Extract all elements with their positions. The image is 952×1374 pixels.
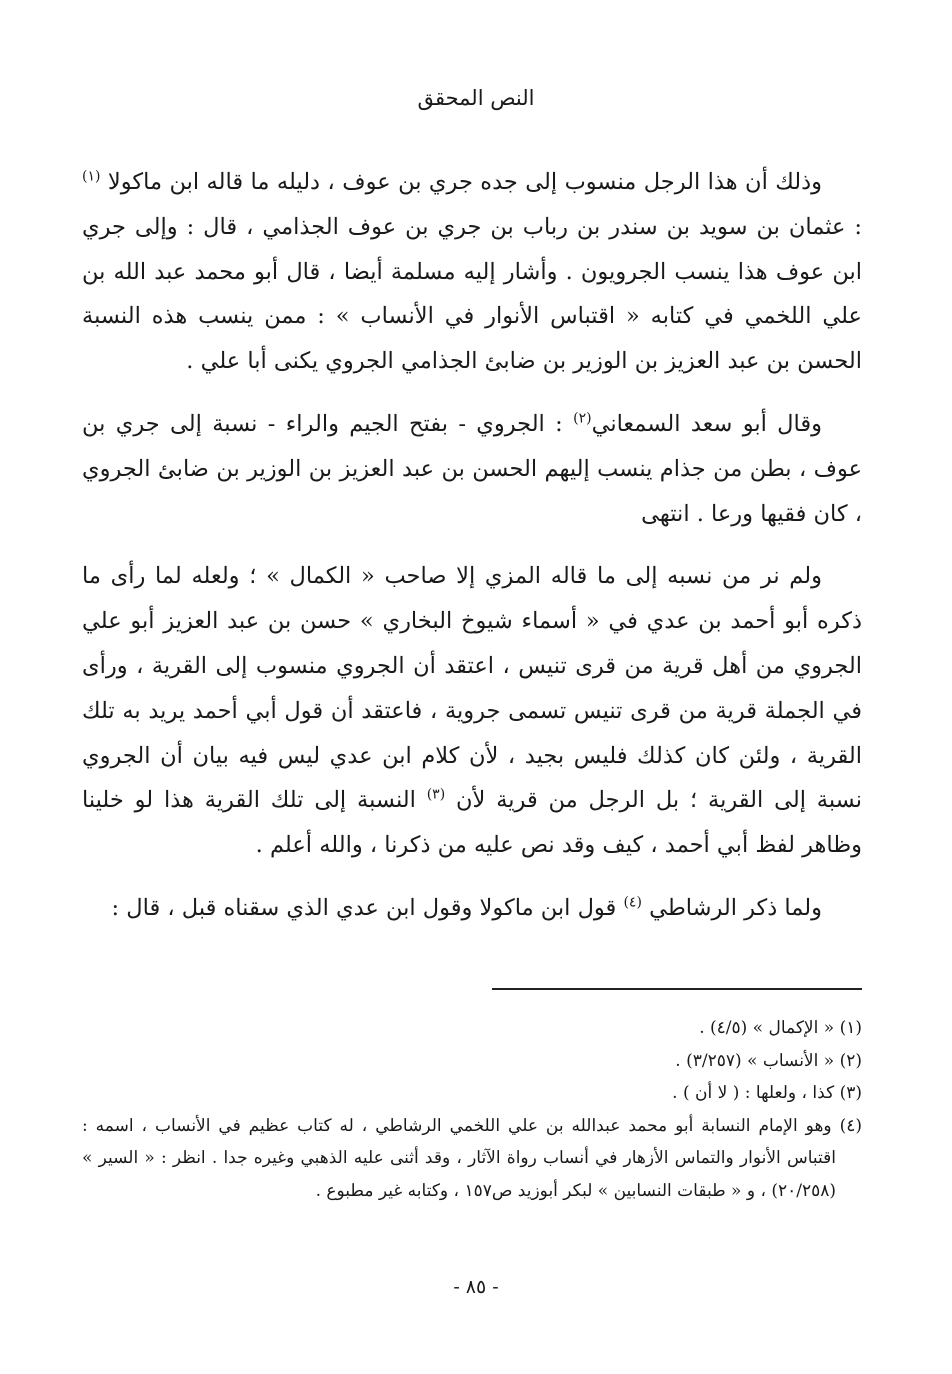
footnote-divider: [492, 988, 862, 990]
paragraph-1: [82, 160, 862, 384]
footnote-ref-3: (٣): [426, 786, 446, 803]
paragraph-text: النسبة إلى تلك القرية هذا لو خلينا وظاهر لفظ أبي أحمد ، كيف وقد نص عليه من ذكرنا ، والله أعلم .: [82, 787, 862, 859]
footnote-text: كذا ، ولعلها : ( لا أن ) .: [672, 1083, 835, 1103]
paragraph-3: [82, 554, 862, 868]
paragraph-text: ولما ذكر الرشاطي: [641, 894, 822, 921]
running-head: النص المحقق: [417, 86, 535, 110]
footnote-ref-4: (٤): [623, 894, 642, 911]
paragraph-text: ولم نر من نسبه إلى ما قاله المزي إلا صاحب « الكمال » ؛ ولعله لما رأى ما ذكره أبو أحمد بن عدي في « أسماء شيوخ البخاري » حسن بن عبد العزيز أبو علي الجروي من أهل قرية من قرى تنيس ، اعتقد أن الجروي منسوب إلى القرية ، ورأى في الجملة قرية من قرى تنيس تسمى جروية ، فاعتقد أن قول أبي أحمد يريد به تلك القرية ، ولئن كان كذلك فليس بجيد ، لأن كلام ابن عدي ليس فيه بيان أن الجروي نسبة إلى القرية ؛ بل الرجل من قرية لأن: [82, 563, 862, 814]
footnote-number: (٢): [839, 1050, 862, 1071]
footnote-number: (١): [839, 1018, 862, 1038]
footnote-4: [82, 1110, 862, 1208]
footnote-ref-1: (١): [82, 168, 101, 185]
footnote-text: وهو الإمام النسابة أبو محمد عبدالله بن علي اللخمي الرشاطي ، له كتاب عظيم في الأنساب ، اسمه : اقتباس الأنوار والتماس الأزهار في أنساب رواة الآثار ، وقد أثنى عليه الذهبي وغيره جدا . انظر : « السير » (٢٠/٢٥٨) ، و « طبقات النسابين » لبكر أبوزيد ص١٥٧ ، وكتابه غير مطبوع .: [82, 1115, 836, 1201]
footnote-1: [82, 1012, 862, 1045]
paragraph-2: [82, 402, 862, 536]
footnote-text: « الإكمال » (٤/٥) .: [699, 1018, 835, 1038]
footnotes: [82, 1012, 862, 1207]
paragraph-text: وذلك أن هذا الرجل منسوب إلى جده جري بن عوف ، دليله ما قاله ابن ماكولا: [100, 169, 822, 195]
footnote-number: (٣): [839, 1083, 862, 1103]
footnote-3: [82, 1077, 862, 1110]
paragraph-text: : عثمان بن سويد بن سندر بن رباب بن جري بن عوف الجذامي ، قال : وإلى جري ابن عوف هذا ينسب الجرويون . وأشار إليه مسلمة أيضا ، قال أبو محمد عبد الله بن علي اللخمي في كتابه « اقتباس الأنوار في الأنساب » : ممن ينسب هذه النسبة الحسن بن عبد العزيز بن الوزير بن ضابئ الجذامي الجروي يكنى أبا علي .: [82, 213, 862, 375]
page-number: - ٨٥ -: [453, 1276, 499, 1298]
footnote-text: « الأنساب » (٣/٢٥٧) .: [675, 1050, 835, 1071]
footnote-ref-2: (٢): [573, 410, 592, 427]
paragraph-text: قول ابن ماكولا وقول ابن عدي الذي سقناه قبل ، قال :: [111, 894, 624, 921]
main-text: [82, 160, 862, 949]
footnote-2: [82, 1045, 862, 1078]
paragraph-text: وقال أبو سعد السمعاني: [591, 410, 822, 437]
paragraph-text: : الجروي - بفتح الجيم والراء - نسبة إلى جري بن عوف ، بطن من جذام ينسب إليهم الحسن بن عبد العزيز بن الوزير بن ضابئ الجروي ، كان فقيها ورعا . انتهى: [82, 410, 862, 527]
paragraph-4: [82, 886, 862, 931]
footnote-number: (٤): [839, 1115, 862, 1136]
